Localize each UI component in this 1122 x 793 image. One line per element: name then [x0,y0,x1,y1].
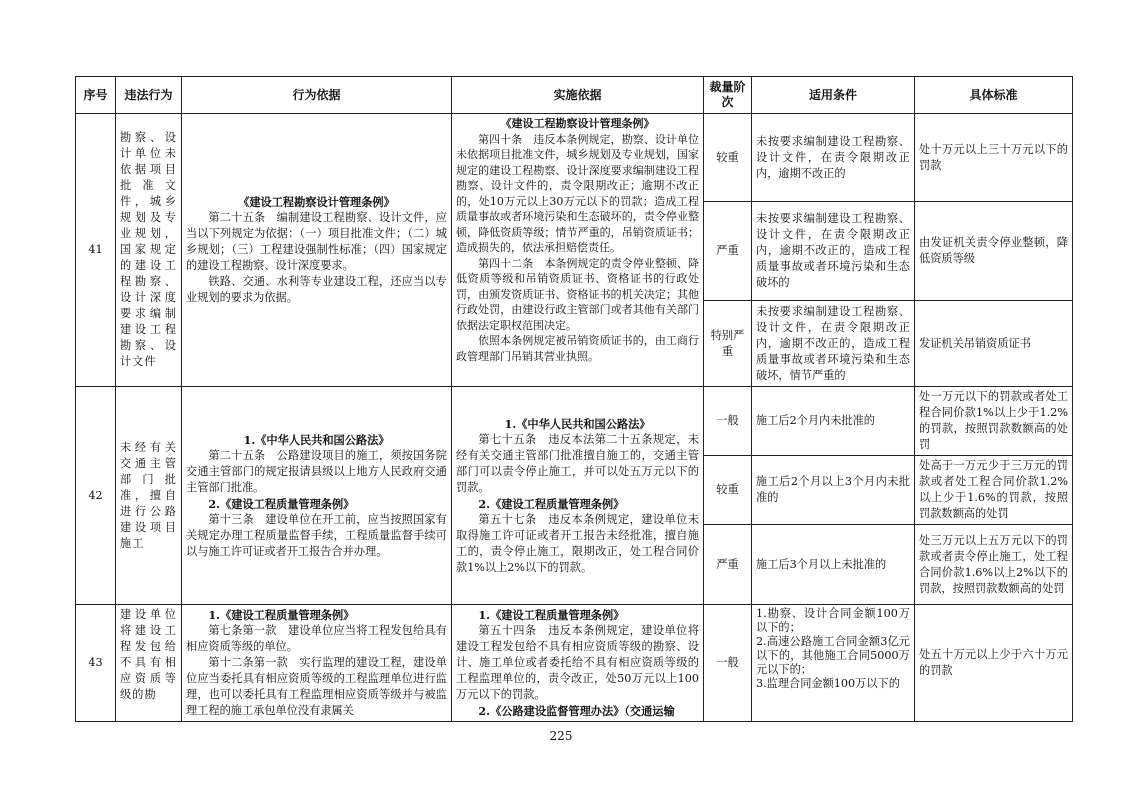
standard-cell: 处一万元以下的罚款或者处工程合同价款1%以上少于1.2%的罚款，按照罚款数额高的处罚 [915,387,1073,456]
seq-cell: 42 [76,387,116,605]
header-condition: 适用条件 [752,77,915,114]
seq-cell: 41 [76,114,116,387]
standard-cell: 处五十万元以上少于六十万元的罚款 [915,605,1073,722]
implement-article: 依照本条例规定被吊销资质证书的，由工商行政管理部门吊销其营业执照。 [456,334,699,363]
implement-article: 第四十二条 本条例规定的责令停业整顿、降低资质等级和吊销资质证书、资格证书的行政处罚，由颁发资质证书、资格证书的机关决定；其他行政处罚，由建设行政主管部门或者其他有关部门依据法定职权范围决定。 [456,256,699,332]
basis-article: 第七条第一款 建设单位应当将工程发包给具有相应资质等级的单位。 [186,624,447,653]
penalty-table [75,76,1073,722]
standard-cell: 发证机关吊销资质证书 [915,301,1073,387]
basis-cell [182,114,452,387]
condition-cell: 施工后2个月内未批准的 [752,387,915,456]
implement-law-title: 《建设工程勘察设计管理条例》 [500,117,655,130]
implement-law-title: 2.《公路建设监督管理办法》（交通运输 [478,704,675,718]
level-cell: 较重 [704,456,752,525]
standard-cell: 处三万元以上五万元以下的罚款或者责令停止施工，处工程合同价款1.6%以上2%以下的罚款，按照罚款数额高的处罚 [915,525,1073,605]
basis-article: 第二十五条 编制建设工程勘察、设计文件，应当以下列规定为依据：（一）项目批准文件；（二）城乡规划；（三）工程建设强制性标准；（四）国家规定的建设工程勘察、设计深度要求。 [186,211,447,272]
page-number: 225 [549,729,573,743]
header-basis: 行为依据 [182,77,452,114]
basis-article: 第二十五条 公路建设项目的施工，须按国务院交通主管部门的规定报请县级以上地方人民政府交通主管部门批准。 [186,448,447,494]
implement-cell [452,605,704,722]
basis-article: 第十二条第一款 实行监理的建设工程，建设单位应当委托具有相应资质等级的工程监理单位进行监理，也可以委托具有工程监理相应资质等级并与被监理工程的施工承包单位没有隶属关 [186,656,447,717]
implement-law-title: 1.《中华人民共和国公路法》 [504,416,651,431]
header-level: 裁量阶次 [704,77,752,114]
basis-article: 第十三条 建设单位在开工前，应当按照国家有关规定办理工程质量监督手续，工程质量监督手续可以与施工许可证或者开工报告合并办理。 [186,512,447,558]
level-cell: 较重 [704,114,752,202]
implement-article: 第五十七条 违反本条例规定，建设单位未取得施工许可证或者开工报告未经批准，擅自施工的，责令停止施工，限期改正，处工程合同价款1%以上2%以下的罚款。 [456,512,699,574]
basis-cell [182,605,452,722]
basis-law-title: 1.《中华人民共和国公路法》 [243,432,390,447]
condition-cell: 施工后3个月以上未批准的 [752,525,915,605]
header-implement: 实施依据 [452,77,704,114]
table-row [76,387,1073,456]
header-violation: 违法行为 [116,77,182,114]
basis-cell [182,387,452,605]
implement-law-title: 1.《建设工程质量管理条例》 [478,608,625,622]
level-cell: 特别严重 [704,301,752,387]
condition-cell: 未按要求编制建设工程勘察、设计文件，在责令限期改正内，逾期不改正的，造成工程质量事故或者环境污染和生态破坏，情节严重的 [752,301,915,387]
basis-article: 铁路、交通、水利等专业建设工程，还应当以专业规划的要求为依据。 [186,275,447,304]
seq-cell: 43 [76,605,116,722]
level-cell: 一般 [704,605,752,722]
violation-cell: 勘察、设计单位未依据项目批准文件，城乡规划及专业规划，国家规定的建设工程勘察、设计深度要求编制建设工程勘察、设计文件 [116,114,182,387]
header-seq: 序号 [76,77,116,114]
header-row [76,77,1073,114]
condition-item: 1.勘察、设计合同金额100万以下的； [756,607,910,634]
level-cell: 一般 [704,387,752,456]
level-cell: 严重 [704,202,752,301]
condition-item: 2.高速公路施工合同金额3亿元以下的，其他施工合同5000万元以下的； [756,635,910,676]
table-row [76,114,1073,202]
standard-cell: 由发证机关责令停业整顿，降低资质等级 [915,202,1073,301]
violation-cell: 建设单位将建设工程发包给不具有相应资质等级的勘 [116,605,182,722]
condition-item: 3.监理合同金额100万以下的 [756,677,900,690]
violation-cell: 未经有关交通主管部门批准，擅自进行公路建设项目施工 [116,387,182,605]
implement-article: 第五十四条 违反本条例规定，建设单位将建设工程发包给不具有相应资质等级的勘察、设计、施工单位或者委托给不具有相应资质等级的工程监理单位的，责令改正，处50万元以上100万元以下的罚款。 [456,624,699,701]
condition-cell: 施工后2个月以上3个月内未批准的 [752,456,915,525]
implement-law-title: 2.《建设工程质量管理条例》 [478,496,625,511]
header-standard: 具体标准 [915,77,1073,114]
condition-cell [752,605,915,722]
implement-article: 第七十五条 违反本法第二十五条规定，未经有关交通主管部门批准擅自施工的，交通主管部门可以责令停止施工，并可以处五万元以下的罚款。 [456,432,699,494]
table-row [76,605,1073,722]
condition-cell: 未按要求编制建设工程勘察、设计文件，在责令限期改正内，逾期不改正的，造成工程质量事故或者环境污染和生态破坏的 [752,202,915,301]
basis-law-title: 1.《建设工程质量管理条例》 [208,608,355,622]
implement-cell [452,114,704,387]
basis-law-title: 《建设工程勘察设计管理条例》 [238,195,395,209]
standard-cell: 处高于一万元少于三万元的罚款或者处工程合同价款1.2%以上少于1.6%的罚款，按照罚款数额高的处罚 [915,456,1073,525]
condition-cell: 未按要求编制建设工程勘察、设计文件，在责令限期改正内，逾期不改正的 [752,114,915,202]
standard-cell: 处十万元以上三十万元以下的罚款 [915,114,1073,202]
level-cell: 严重 [704,525,752,605]
implement-cell [452,387,704,605]
implement-article: 第四十条 违反本条例规定，勘察、设计单位未依据项目批准文件，城乡规划及专业规划，国家规定的建设工程勘察、设计深度要求编制建设工程勘察、设计文件的，责令限期改正；逾期不改正的，处10万元以上30万元以下的罚款；造成工程质量事故或者环境污染和生态破坏的，责令停业整顿，降低资质等级；情节严重的，吊销资质证书；造成损失的，依法承担赔偿责任。 [456,132,699,254]
basis-law-title: 2.《建设工程质量管理条例》 [208,496,355,511]
